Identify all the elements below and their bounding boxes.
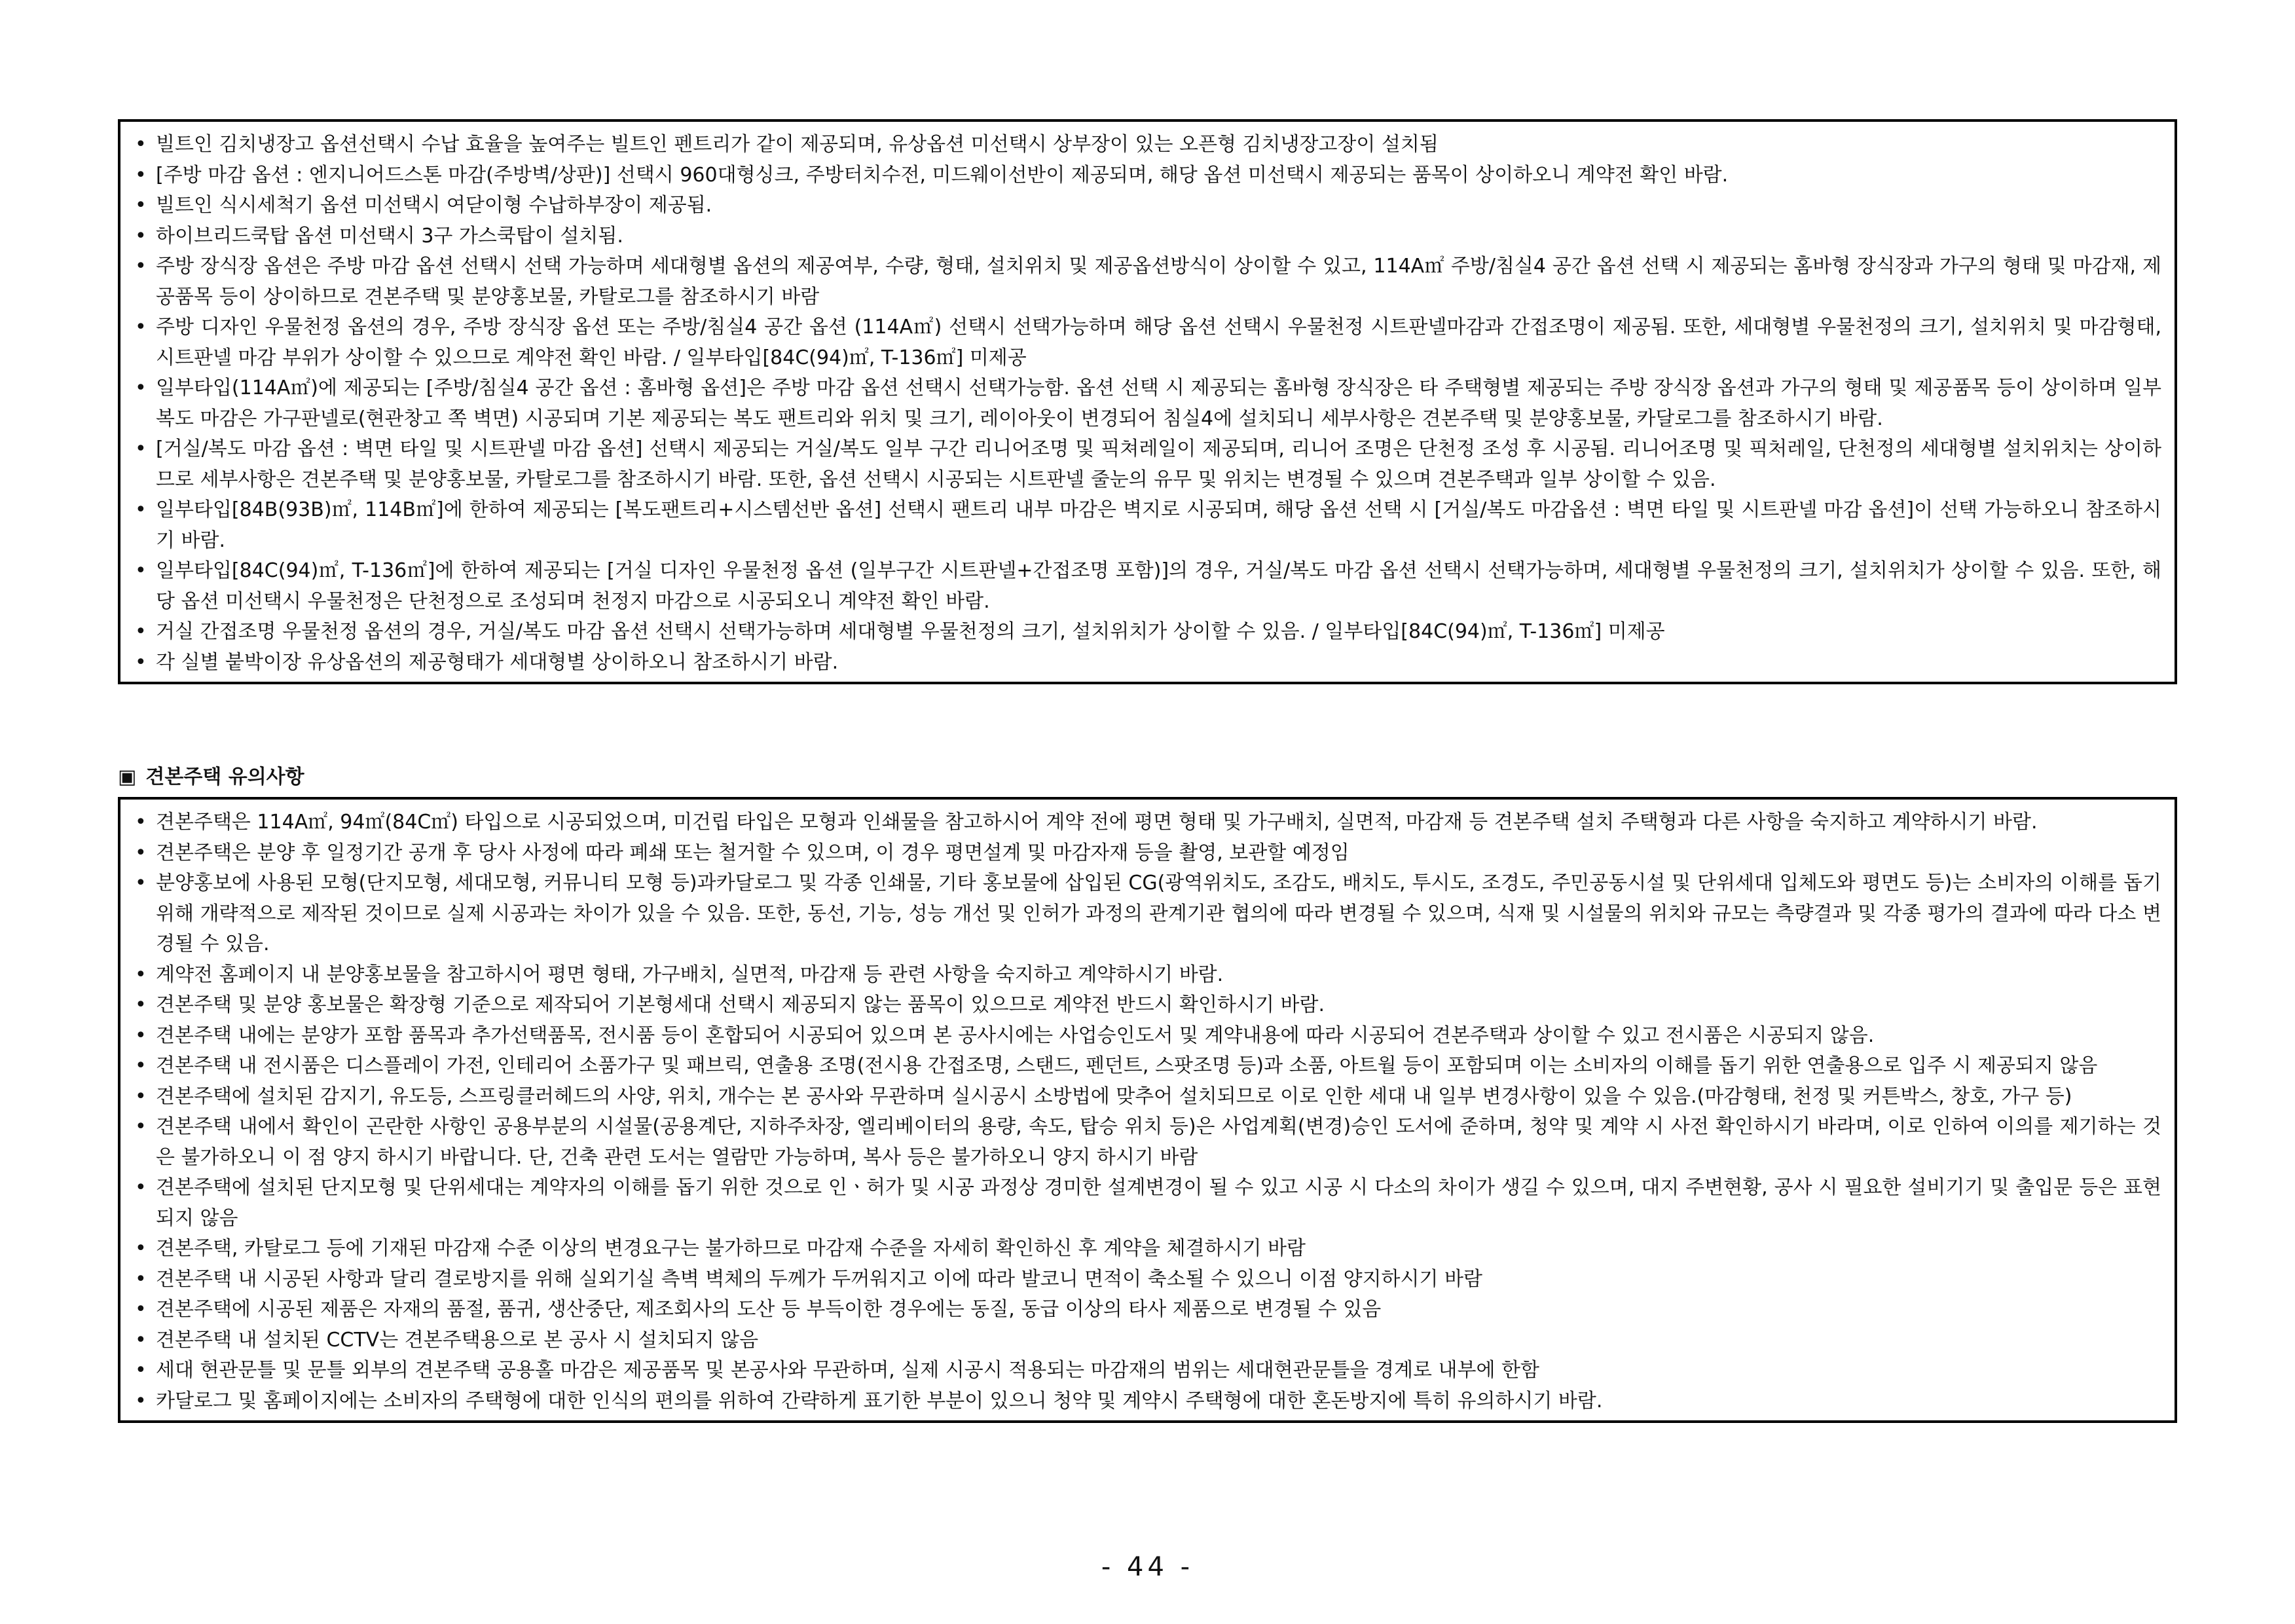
model-house-note-item: • 계약전 홈페이지 내 분양홍보물을 참고하시어 평면 형태, 가구배치, 실면적, 마감재 등 관련 사항을 숙지하고 계약하시기 바람.	[134, 960, 2161, 991]
model-house-note-item: • 견본주택은 분양 후 일정기간 공개 후 당사 사정에 따라 폐쇄 또는 철거할 수 있으며, 이 경우 평면설계 및 마감자재 등을 촬영, 보관할 예정임	[134, 838, 2161, 869]
option-note-item: • 주방 장식장 옵션은 주방 마감 옵션 선택시 선택 가능하며 세대형별 옵션의 제공여부, 수량, 형태, 설치위치 및 제공옵션방식이 상이할 수 있고, 114A㎡ 주방/침실4 공간 옵션 선택 시 제공되는 홈바형 장식장과 가구의 형태 및 마감재, 제공품목 등이 상이하므로 견본주택 및 분양홍보물, 카탈로그를 참조하시기 바람	[134, 251, 2161, 312]
model-house-note-item: • 견본주택, 카탈로그 등에 기재된 마감재 수준 이상의 변경요구는 불가하므로 마감재 수준을 자세히 확인하신 후 계약을 체결하시기 바람	[134, 1234, 2161, 1264]
option-note-item: • 빌트인 식시세척기 옵션 미선택시 여닫이형 수납하부장이 제공됨.	[134, 191, 2161, 221]
option-note-item: • 주방 디자인 우물천정 옵션의 경우, 주방 장식장 옵션 또는 주방/침실4 공간 옵션 (114A㎡) 선택시 선택가능하며 해당 옵션 선택시 우물천정 시트판넬마감과 간접조명이 제공됨. 또한, 세대형별 우물천정의 크기, 설치위치 및 마감형태, 시트판넬 마감 부위가 상이할 수 있으므로 계약전 확인 바람. / 일부타입[84C(94)㎡, T-136㎡] 미제공	[134, 312, 2161, 373]
model-house-note-item: • 카달로그 및 홈페이지에는 소비자의 주택형에 대한 인식의 편의를 위하여 간략하게 표기한 부분이 있으니 청약 및 계약시 주택형에 대한 혼돈방지에 특히 유의하시기 바람.	[134, 1386, 2161, 1417]
model-house-note-item: • 견본주택 내 설치된 CCTV는 견본주택용으로 본 공사 시 설치되지 않음	[134, 1325, 2161, 1356]
model-house-notes-list	[134, 807, 2161, 1416]
model-house-note-item: • 견본주택 내 전시품은 디스플레이 가전, 인테리어 소품가구 및 패브릭, 연출용 조명(전시용 간접조명, 스탠드, 펜던트, 스팟조명 등)과 소품, 아트월 등이 포함되며 이는 소비자의 이해를 돕기 위한 연출용으로 입주 시 제공되지 않음	[134, 1051, 2161, 1082]
model-house-notes-box	[118, 797, 2177, 1423]
model-house-note-item: • 분양홍보에 사용된 모형(단지모형, 세대모형, 커뮤니티 모형 등)과카달로그 및 각종 인쇄물, 기타 홍보물에 삽입된 CG(광역위치도, 조감도, 배치도, 투시도, 조경도, 주민공동시설 및 단위세대 입체도와 평면도 등)는 소비자의 이해를 돕기 위해 개략적으로 제작된 것이므로 실제 시공과는 차이가 있을 수 있음. 또한, 동선, 기능, 성능 개선 및 인허가 과정의 관계기관 협의에 따라 변경될 수 있으며, 식재 및 시설물의 위치와 규모는 측량결과 및 각종 평가의 결과에 따라 다소 변경될 수 있음.	[134, 868, 2161, 960]
option-note-item: • 일부타입[84C(94)㎡, T-136㎡]에 한하여 제공되는 [거실 디자인 우물천정 옵션 (일부구간 시트판넬+간접조명 포함)]의 경우, 거실/복도 마감 옵션 선택시 선택가능하며, 세대형별 우물천정의 크기, 설치위치가 상이할 수 있음. 또한, 해당 옵션 미선택시 우물천정은 단천정으로 조성되며 천정지 마감으로 시공되오니 계약전 확인 바람.	[134, 556, 2161, 617]
model-house-note-item: • 견본주택 내에는 분양가 포함 품목과 추가선택품목, 전시품 등이 혼합되어 시공되어 있으며 본 공사시에는 사업승인도서 및 계약내용에 따라 시공되어 견본주택과 상이할 수 있고 전시품은 시공되지 않음.	[134, 1021, 2161, 1052]
page-number: - 44 -	[1101, 1552, 1194, 1582]
section-marker-icon: ▣	[118, 766, 137, 788]
option-notes-box	[118, 119, 2177, 684]
model-house-note-item: • 견본주택 내에서 확인이 곤란한 사항인 공용부분의 시설물(공용계단, 지하주차장, 엘리베이터의 용량, 속도, 탑승 위치 등)은 사업계획(변경)승인 도서에 준하며, 청약 및 계약 시 사전 확인하시기 바라며, 이로 인하여 이의를 제기하는 것은 불가하오니 이 점 양지 하시기 바랍니다. 단, 건축 관련 도서는 열람만 가능하며, 복사 등은 불가하오니 양지 하시기 바람	[134, 1112, 2161, 1173]
section-heading	[118, 763, 304, 792]
option-note-item: • 거실 간접조명 우물천정 옵션의 경우, 거실/복도 마감 옵션 선택시 선택가능하며 세대형별 우물천정의 크기, 설치위치가 상이할 수 있음. / 일부타입[84C(94)㎡, T-136㎡] 미제공	[134, 617, 2161, 648]
model-house-note-item: • 세대 현관문틀 및 문틀 외부의 견본주택 공용홀 마감은 제공품목 및 본공사와 무관하며, 실제 시공시 적용되는 마감재의 범위는 세대현관문틀을 경계로 내부에 한함	[134, 1356, 2161, 1386]
section-title: 견본주택 유의사항	[145, 766, 304, 788]
option-note-item: • 각 실별 붙박이장 유상옵션의 제공형태가 세대형별 상이하오니 참조하시기 바람.	[134, 648, 2161, 678]
option-note-item: • 하이브리드쿡탑 옵션 미선택시 3구 가스쿡탑이 설치됨.	[134, 221, 2161, 252]
option-note-item: • 일부타입[84B(93B)㎡, 114B㎡]에 한하여 제공되는 [복도팬트리+시스템선반 옵션] 선택시 팬트리 내부 마감은 벽지로 시공되며, 해당 옵션 선택 시 [거실/복도 마감옵션 : 벽면 타일 및 시트판넬 마감 옵션]이 선택 가능하오니 참조하시기 바람.	[134, 495, 2161, 556]
model-house-note-item: • 견본주택 내 시공된 사항과 달리 결로방지를 위해 실외기실 측벽 벽체의 두께가 두꺼워지고 이에 따라 발코니 면적이 축소될 수 있으니 이점 양지하시기 바람	[134, 1264, 2161, 1295]
option-note-item: • [주방 마감 옵션 : 엔지니어드스톤 마감(주방벽/상판)] 선택시 960대형싱크, 주방터치수전, 미드웨이선반이 제공되며, 해당 옵션 미선택시 제공되는 품목이 상이하오니 계약전 확인 바람.	[134, 160, 2161, 191]
option-note-item: • 빌트인 김치냉장고 옵션선택시 수납 효율을 높여주는 빌트인 펜트리가 같이 제공되며, 유상옵션 미선택시 상부장이 있는 오픈형 김치냉장고장이 설치됨	[134, 130, 2161, 160]
option-note-item: • 일부타입(114A㎡)에 제공되는 [주방/침실4 공간 옵션 : 홈바형 옵션]은 주방 마감 옵션 선택시 선택가능함. 옵션 선택 시 제공되는 홈바형 장식장은 타 주택형별 제공되는 주방 장식장 옵션과 가구의 형태 및 제공품목 등이 상이하며 일부 복도 마감은 가구판넬로(현관창고 쪽 벽면) 시공되며 기본 제공되는 복도 팬트리와 위치 및 크기, 레이아웃이 변경되어 침실4에 설치되니 세부사항은 견본주택 및 분양홍보물, 카달로그를 참조하시기 바람.	[134, 373, 2161, 434]
model-house-note-item: • 견본주택에 설치된 감지기, 유도등, 스프링클러헤드의 사양, 위치, 개수는 본 공사와 무관하며 실시공시 소방법에 맞추어 설치되므로 이로 인한 세대 내 일부 변경사항이 있을 수 있음.(마감형태, 천정 및 커튼박스, 창호, 가구 등)	[134, 1082, 2161, 1113]
option-note-item: • [거실/복도 마감 옵션 : 벽면 타일 및 시트판넬 마감 옵션] 선택시 제공되는 거실/복도 일부 구간 리니어조명 및 픽쳐레일이 제공되며, 리니어 조명은 단천정 조성 후 시공됨. 리니어조명 및 픽처레일, 단천정의 세대형별 설치위치는 상이하므로 세부사항은 견본주택 및 분양홍보물, 카탈로그를 참조하시기 바람. 또한, 옵션 선택시 시공되는 시트판넬 줄눈의 유무 및 위치는 변경될 수 있으며 견본주택과 일부 상이할 수 있음.	[134, 434, 2161, 495]
model-house-note-item: • 견본주택 및 분양 홍보물은 확장형 기준으로 제작되어 기본형세대 선택시 제공되지 않는 품목이 있으므로 계약전 반드시 확인하시기 바람.	[134, 990, 2161, 1021]
model-house-note-item: • 견본주택은 114A㎡, 94㎡(84C㎡) 타입으로 시공되었으며, 미건립 타입은 모형과 인쇄물을 참고하시어 계약 전에 평면 형태 및 가구배치, 실면적, 마감재 등 견본주택 설치 주택형과 다른 사항을 숙지하고 계약하시기 바람.	[134, 807, 2161, 838]
model-house-note-item: • 견본주택에 시공된 제품은 자재의 품절, 품귀, 생산중단, 제조회사의 도산 등 부득이한 경우에는 동질, 동급 이상의 타사 제품으로 변경될 수 있음	[134, 1295, 2161, 1325]
model-house-note-item: • 견본주택에 설치된 단지모형 및 단위세대는 계약자의 이해를 돕기 위한 것으로 인ㆍ허가 및 시공 과정상 경미한 설계변경이 될 수 있고 시공 시 다소의 차이가 생길 수 있으며, 대지 주변현황, 공사 시 필요한 설비기기 및 출입문 등은 표현되지 않음	[134, 1173, 2161, 1234]
option-notes-list	[134, 130, 2161, 678]
